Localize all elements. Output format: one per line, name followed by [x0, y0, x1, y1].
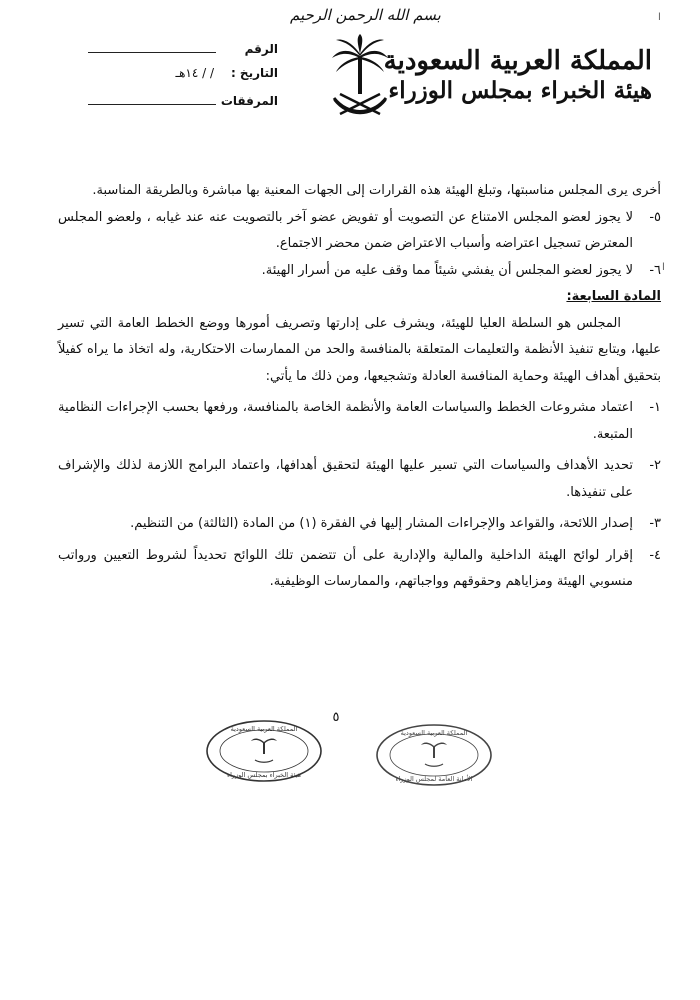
- stamp-text: المملكة العربية السعودية: [400, 729, 468, 737]
- item-text: اعتماد مشروعات الخطط والسياسات العامة والأنظمة الخاصة بالمنافسة، ورفعها بحسب الإجراءات النظامية المتبعة.: [58, 400, 633, 442]
- list-item: [58, 511, 661, 538]
- date-value: / / ١٤هـ: [175, 66, 214, 80]
- date-row: [48, 66, 278, 92]
- attachments-field: [88, 92, 216, 105]
- item-number: ٣-: [649, 516, 661, 531]
- reference-row: [48, 40, 278, 66]
- reference-field: [88, 40, 216, 53]
- article-heading: المادة السابعة:: [566, 289, 661, 304]
- stamp-text: المملكة العربية السعودية: [230, 725, 298, 733]
- item-text: إصدار اللائحة، والقواعد والإجراءات المشار إليها في الفقرة (١) من المادة (الثالثة) من التنظيم.: [130, 516, 633, 531]
- list-item: [58, 453, 661, 506]
- document-meta: [48, 40, 278, 118]
- paragraph: أخرى يرى المجلس مناسبتها، وتبلغ الهيئة هذه القرارات إلى الجهات المعنية بها مباشرة وبالطريقة المناسبة.: [92, 183, 661, 198]
- item-number: ١-: [649, 400, 661, 415]
- list-item: [58, 258, 661, 285]
- official-stamp: [374, 722, 494, 788]
- item-number: ٤-: [649, 547, 661, 563]
- basmala: بسم الله الرحمن الرحيم: [290, 6, 441, 24]
- stamp-text: الأمانة العامة لمجلس الوزراء: [395, 775, 473, 783]
- item-text: لا يجوز لعضو المجلس الامتناع عن التصويت أو تفويض عضو آخر بالتصويت عنه عند غيابه ، ولعضو المجلس المعترض تسجيل اعتراضه وأسباب الاعتراض ضمن محضر الاجتماع.: [58, 209, 633, 251]
- kingdom-name: المملكة العربية السعودية: [383, 46, 652, 76]
- authority-name: هيئة الخبراء بمجلس الوزراء: [388, 77, 652, 104]
- item-text: تحديد الأهداف والسياسات التي تسير عليها الهيئة لتحقيق أهدافها، واعتماد البرامج اللازمة لذلك والإشراف على تنفيذها.: [58, 458, 633, 500]
- margin-mark: ا: [662, 262, 665, 273]
- stamp-text: هيئة الخبراء بمجلس الوزراء: [227, 771, 301, 779]
- saudi-emblem-icon: [330, 34, 390, 120]
- issuer-heading: [383, 46, 652, 106]
- list-item: [58, 395, 661, 448]
- attachments-row: [48, 92, 278, 118]
- list-item: [58, 205, 661, 258]
- margin-mark: ا: [658, 12, 661, 23]
- official-stamp: [204, 718, 324, 784]
- item-text: لا يجوز لعضو المجلس أن يفشي شيئاً مما وقف عليه من أسرار الهيئة.: [261, 262, 633, 278]
- item-number: ٥-: [649, 209, 661, 225]
- item-number: ٢-: [649, 458, 661, 473]
- item-text: إقرار لوائح الهيئة الداخلية والمالية والإدارية على أن تتضمن تلك اللوائح تحديداً لشروط التعيين ورواتب منسوبي الهيئة ومزاياهم وحقوقهم وواجباتهم، والممارسات الوظيفية.: [58, 547, 633, 589]
- list-item: [58, 543, 661, 596]
- paragraph: المجلس هو السلطة العليا للهيئة، ويشرف على إدارتها وتصريف أمورها ووضع الخطط العامة التي تسير عليها، ويتابع تنفيذ الأنظمة والتعليمات المتعلقة بالمنافسة والحد من الممارسات الاحتكارية، وله اتخاذ ما يراه كفيلاً بتحقيق أهداف الهيئة وحماية المنافسة العادلة وتشجيعها، ومن ذلك ما يأتي:: [58, 315, 661, 384]
- document-body: [58, 178, 661, 596]
- attachments-label: المرفقات: [220, 94, 278, 108]
- item-number: ٦-: [649, 262, 661, 278]
- reference-label: الرقم: [244, 42, 278, 56]
- date-label: التاريخ :: [230, 66, 278, 80]
- page-number: ٥: [332, 710, 340, 725]
